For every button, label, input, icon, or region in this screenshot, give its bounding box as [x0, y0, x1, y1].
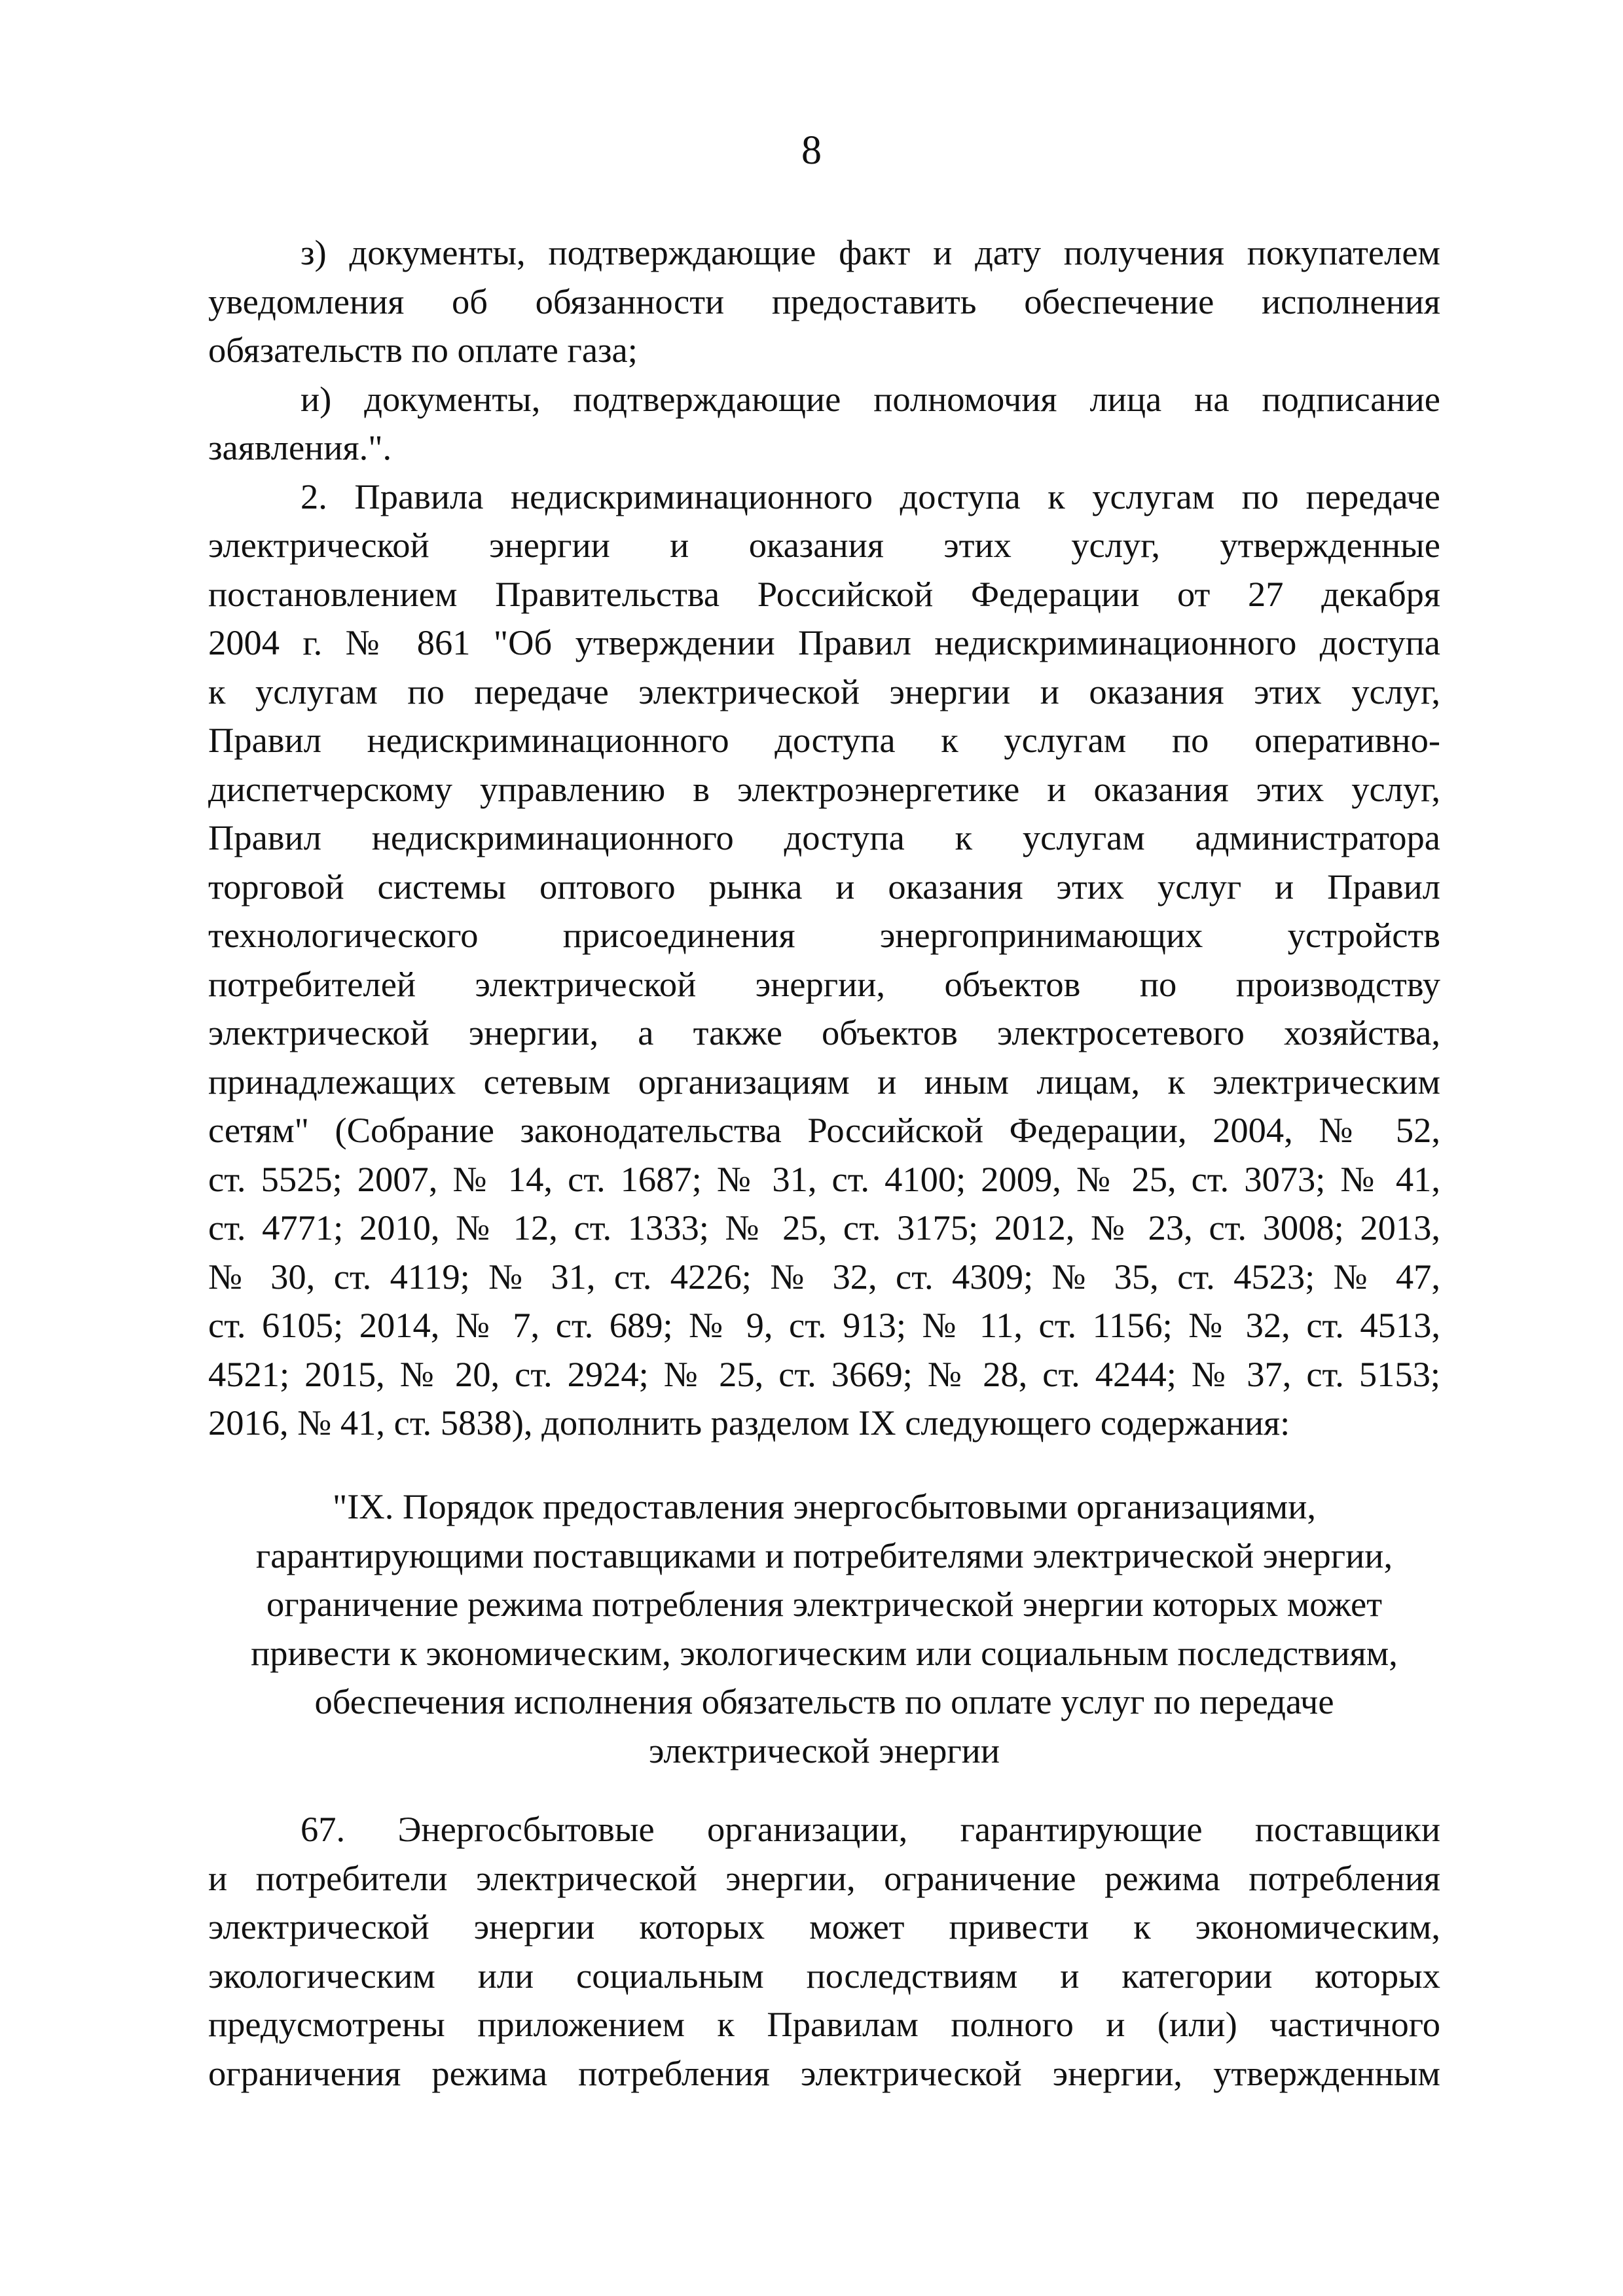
text-line: Правил недискриминационного доступа к услугам по оперативно- — [208, 720, 1440, 760]
heading-line: гарантирующими поставщиками и потребителями электрической энергии, — [255, 1535, 1393, 1575]
text-line: уведомления об обязанности предоставить обеспечение исполнения — [208, 281, 1440, 321]
text-line: 4521; 2015, № 20, ст. 2924; № 25, ст. 3669; № 28, ст. 4244; № 37, ст. 5153; — [208, 1354, 1440, 1394]
page-number: 8 — [801, 128, 822, 173]
text-line: сетям" (Собрание законодательства Российской Федерации, 2004, № 52, — [208, 1110, 1440, 1150]
text-line: предусмотрены приложением к Правилам полного и (или) частичного — [208, 2004, 1440, 2044]
text-line: 2016, № 41, ст. 5838), дополнить разделом IX следующего содержания: — [208, 1403, 1290, 1443]
text-line: электрической энергии которых может привести к экономическим, — [208, 1907, 1440, 1946]
text-line: технологического присоединения энергопринимающих устройств — [208, 915, 1440, 955]
text-line: экологическим или социальным последствиям и категории которых — [208, 1955, 1440, 1996]
text-line: потребителей электрической энергии, объектов по производству — [208, 963, 1440, 1004]
text-line: электрической энергии, а также объектов электросетевого хозяйства, — [208, 1013, 1440, 1052]
text-line: торговой системы оптового рынка и оказания этих услуг и Правил — [208, 866, 1440, 906]
paragraph-item-2 — [208, 473, 1440, 1448]
text-line: ст. 4771; 2010, № 12, ст. 1333; № 25, ст. 3175; 2012, № 23, ст. 3008; 2013, — [208, 1208, 1440, 1247]
heading-line: электрической энергии — [648, 1730, 1000, 1770]
text-line: 2004 г. № 861 "Об утверждении Правил недискриминационного доступа — [208, 622, 1440, 662]
heading-line: обеспечения исполнения обязательств по оплате услуг по передаче — [314, 1681, 1334, 1721]
text-line: обязательств по оплате газа; — [208, 330, 638, 370]
text-line: № 30, ст. 4119; № 31, ст. 4226; № 32, ст. 4309; № 35, ст. 4523; № 47, — [208, 1256, 1440, 1297]
text-line: постановлением Правительства Российской Федерации от 27 декабря — [208, 573, 1440, 614]
text-line: ст. 5525; 2007, № 14, ст. 1687; № 31, ст. 4100; 2009, № 25, ст. 3073; № 41, — [208, 1158, 1440, 1199]
text-line: заявления.". — [208, 427, 392, 467]
heading-line: привести к экономическим, экологическим или социальным последствиям, — [251, 1632, 1398, 1673]
section-heading — [208, 1482, 1440, 1775]
paragraph-item-67 — [208, 1805, 1440, 2098]
document-body-top — [208, 228, 1440, 1448]
paragraph-item-z — [208, 228, 1440, 375]
paragraph-item-i — [208, 375, 1440, 473]
text-line: и) документы, подтверждающие полномочия лица на подписание — [301, 378, 1440, 419]
text-line: Правил недискриминационного доступа к услугам администратора — [208, 817, 1440, 857]
text-line: к услугам по передаче электрической энергии и оказания этих услуг, — [208, 671, 1440, 711]
text-line: з) документы, подтверждающие факт и дату получения покупателем — [301, 232, 1440, 272]
text-line: диспетчерскому управлению в электроэнергетике и оказания этих услуг, — [208, 768, 1440, 809]
text-line: 67. Энергосбытовые организации, гарантирующие поставщики — [301, 1809, 1440, 1849]
heading-line: "IX. Порядок предоставления энергосбытовыми организациями, — [332, 1486, 1317, 1526]
text-line: электрической энергии и оказания этих услуг, утвержденные — [208, 525, 1440, 565]
text-line: принадлежащих сетевым организациям и иным лицам, к электрическим — [208, 1061, 1440, 1102]
text-line: ст. 6105; 2014, № 7, ст. 689; № 9, ст. 913; № 11, ст. 1156; № 32, ст. 4513, — [208, 1305, 1440, 1345]
document-body-bottom — [208, 1805, 1440, 2098]
text-line: ограничения режима потребления электрической энергии, утвержденным — [208, 2053, 1440, 2093]
heading-line: ограничение режима потребления электрической энергии которых может — [266, 1584, 1383, 1624]
text-line: 2. Правила недискриминационного доступа к услугам по передаче — [301, 476, 1440, 516]
text-line: и потребители электрической энергии, ограничение режима потребления — [208, 1857, 1440, 1898]
